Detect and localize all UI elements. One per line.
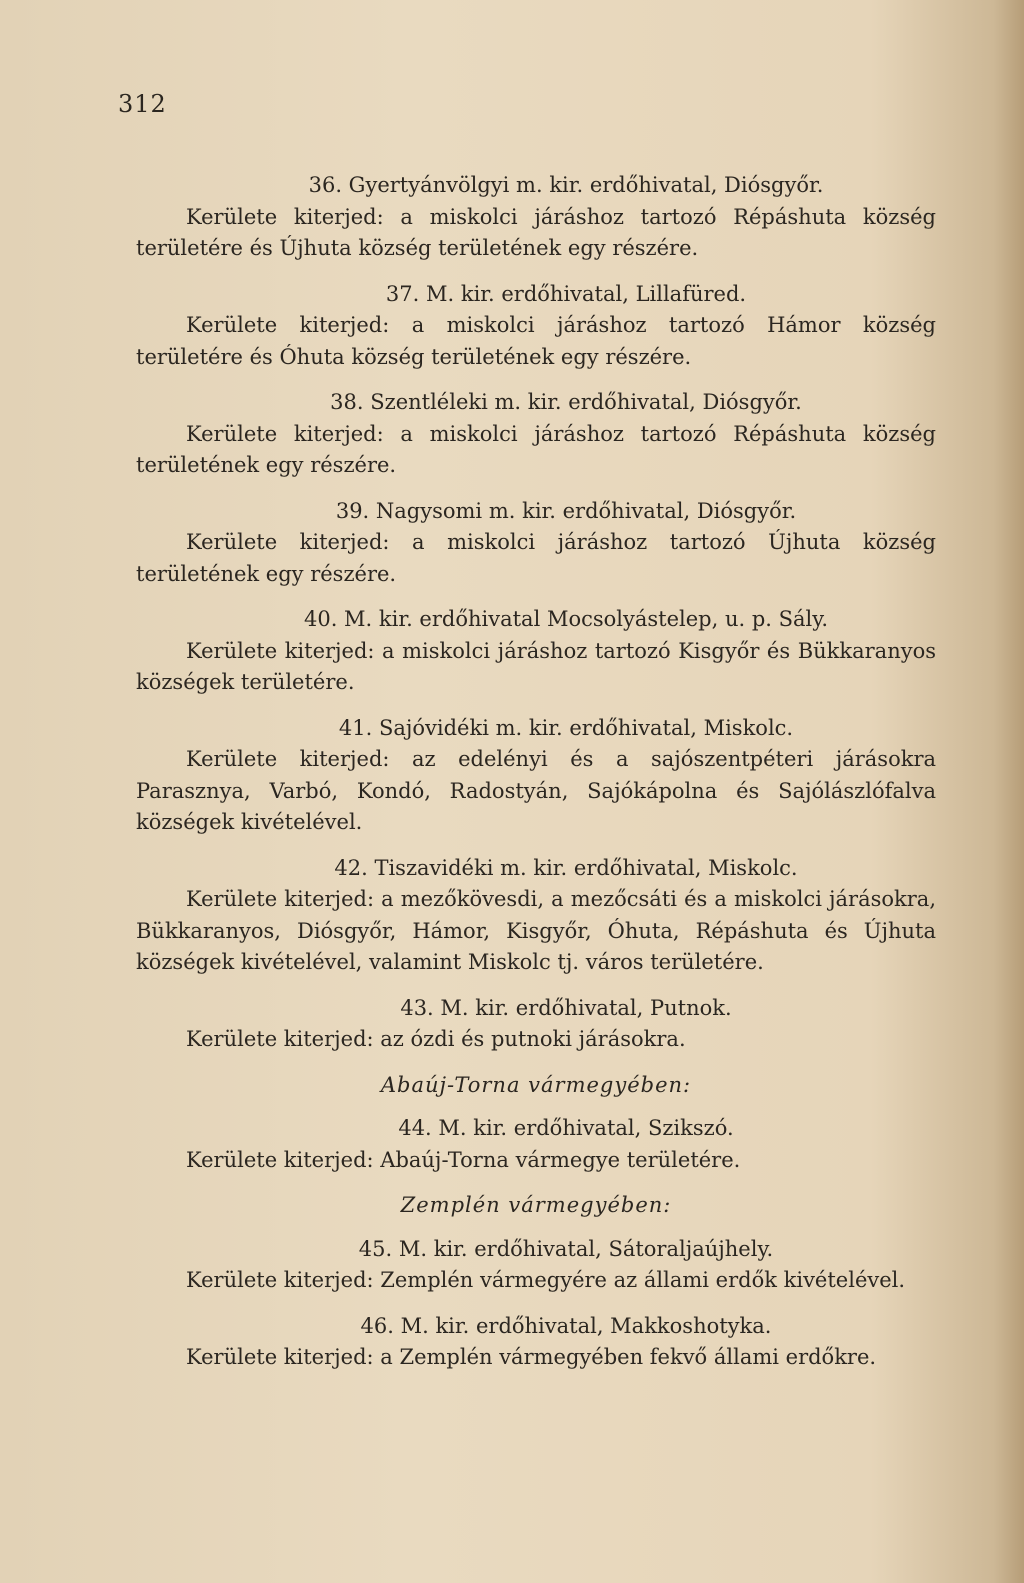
entry-body: Kerülete kiterjed: a Zemplén vármegyében fekvő állami erdőkre. [186, 1345, 877, 1369]
entry-44 [136, 1113, 936, 1176]
entry-body: Kerülete kiterjed: Zemplén vármegyére az állami erdők kivételével. [186, 1268, 906, 1292]
entry-title: 37. M. kir. erdőhivatal, Lillafüred. [385, 281, 747, 306]
entry-45 [136, 1234, 936, 1297]
entry-title: 44. M. kir. erdőhivatal, Szikszó. [398, 1116, 734, 1140]
entry-body: Kerülete kiterjed: az ózdi és putnoki járásokra. [186, 1027, 686, 1051]
page-number: 312 [118, 90, 167, 118]
entry-41 [136, 713, 936, 839]
section-heading-zemplen: Zemplén vármegyében: [400, 1193, 672, 1217]
entry-title: 43. M. kir. erdőhivatal, Putnok. [400, 995, 732, 1020]
entry-38 [136, 387, 936, 482]
entry-body: Kerülete kiterjed: a miskolci járáshoz tartozó Kisgyőr és Bükkaranyos községek területére. [136, 638, 936, 694]
entry-body: Kerülete kiterjed: az edelényi és a sajószentpéteri járásokra Parasznya, Varbó, Kondó, Radostyán, Sajókápolna és Sajólászlófalva községek kivételével. [136, 747, 936, 834]
entry-42 [136, 853, 936, 979]
entry-body: Kerülete kiterjed: a miskolci járáshoz tartozó Újhuta község területének egy részére. [136, 530, 936, 586]
entry-40 [136, 604, 936, 699]
entry-title: 45. M. kir. erdőhivatal, Sátoraljaújhely. [358, 1236, 774, 1261]
entry-title: 41. Sajóvidéki m. kir. erdőhivatal, Miskolc. [338, 715, 794, 740]
entry-title: 42. Tiszavidéki m. kir. erdőhivatal, Miskolc. [334, 855, 798, 880]
entry-title: 36. Gyertyánvölgyi m. kir. erdőhivatal, Diósgyőr. [308, 173, 824, 197]
page-content [136, 170, 936, 1388]
entry-39 [136, 496, 936, 591]
entry-body: Kerülete kiterjed: Abaúj-Torna vármegye területére. [186, 1147, 741, 1172]
entry-36 [136, 170, 936, 265]
entry-body: Kerülete kiterjed: a mezőkövesdi, a mezőcsáti és a miskolci járásokra, Bükkaranyos, Diósgyőr, Hámor, Kisgyőr, Óhuta, Répáshuta és Újhuta községek kivételével, valamint Miskolc tj. város területére. [136, 887, 936, 974]
entry-title: 40. M. kir. erdőhivatal Mocsolyástelep, u. p. Sály. [303, 607, 829, 631]
entry-title: 38. Szentléleki m. kir. erdőhivatal, Diósgyőr. [330, 390, 802, 414]
entry-37 [136, 279, 936, 374]
entry-46 [136, 1311, 936, 1374]
entry-body: Kerülete kiterjed: a miskolci járáshoz tartozó Répáshuta község területének egy részére. [136, 421, 936, 477]
entry-body: Kerülete kiterjed: a miskolci járáshoz tartozó Répáshuta község területére és Újhuta község területének egy részére. [136, 204, 936, 260]
entry-title: 39. Nagysomi m. kir. erdőhivatal, Diósgyőr. [335, 498, 797, 523]
section-heading-abauj: Abaúj-Torna vármegyében: [380, 1072, 692, 1097]
entry-43 [136, 993, 936, 1056]
entry-body: Kerülete kiterjed: a miskolci járáshoz tartozó Hámor község területére és Óhuta község területének egy részére. [136, 313, 936, 369]
entry-title: 46. M. kir. erdőhivatal, Makkoshotyka. [360, 1313, 772, 1338]
